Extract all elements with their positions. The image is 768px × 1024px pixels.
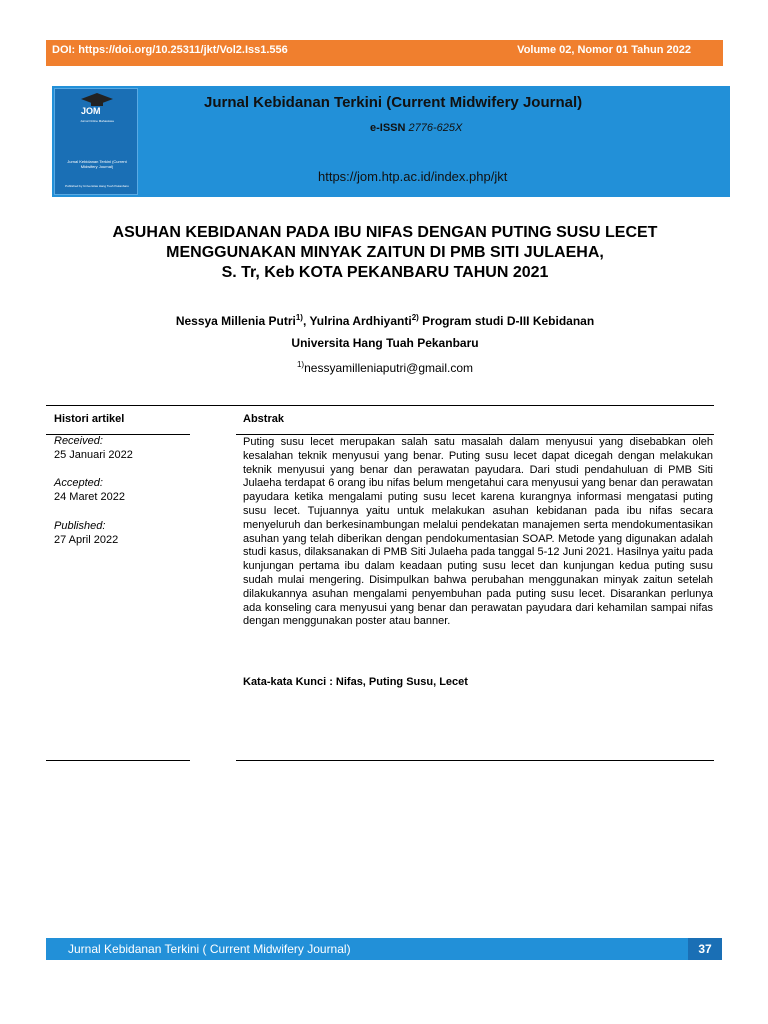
published-date: 27 April 2022 (54, 534, 119, 546)
footer-journal-name: Jurnal Kebidanan Terkini ( Current Midwifery Journal) (68, 942, 351, 956)
author-separator: , (302, 314, 310, 328)
title-line-3: S. Tr, Keb KOTA PEKANBARU TAHUN 2021 (221, 264, 549, 281)
accepted-date: 24 Maret 2022 (54, 491, 125, 503)
published-block (54, 519, 118, 547)
journal-header (52, 86, 730, 197)
issn-label: e-ISSN (370, 122, 406, 134)
author-2: Yulrina Ardhiyanti (309, 314, 412, 328)
author-2-affil: 2) (411, 313, 419, 322)
cover-publisher: Published by Universitas Hang Tuah Pekanbaru (65, 184, 129, 188)
abstract-heading: Abstrak (243, 413, 284, 425)
accepted-label: Accepted: (54, 477, 103, 489)
university: Universita Hang Tuah Pekanbaru (291, 336, 479, 350)
email-affil: 1) (296, 360, 305, 369)
title-line-1: ASUHAN KEBIDANAN PADA IBU NIFAS DENGAN PUTING SUSU LECET (112, 224, 658, 241)
accepted-block (54, 476, 125, 504)
article-title (40, 223, 730, 283)
history-bottom-rule (46, 760, 190, 761)
doi-bar (46, 40, 723, 66)
issn-value: 2776-625X (408, 122, 463, 134)
history-heading: Histori artikel (54, 413, 125, 425)
author-1: Nessya Millenia Putri (175, 314, 296, 328)
cover-subtitle: Jurnal Online Mahasiswa (80, 119, 114, 123)
received-date: 25 Januari 2022 (54, 449, 133, 461)
volume-info: Volume 02, Nomor 01 Tahun 2022 (517, 44, 691, 56)
page-footer (46, 938, 722, 960)
received-block (54, 434, 133, 462)
keywords: Kata-kata Kunci : Nifas, Puting Susu, Lecet (243, 676, 468, 688)
page-number: 37 (688, 938, 722, 960)
cover-logo: JOM (81, 106, 101, 116)
title-line-2: MENGGUNAKAN MINYAK ZAITUN DI PMB SITI JULAEHA, (166, 244, 604, 261)
doi-link[interactable]: DOI: https://doi.org/10.25311/jkt/Vol2.Iss1.556 (52, 44, 288, 56)
author-1-affil: 1) (295, 313, 303, 322)
journal-title: Jurnal Kebidanan Terkini (Current Midwifery Journal) (204, 94, 583, 111)
section-top-rule (46, 405, 714, 406)
program-study: Program studi D-III Kebidanan (418, 314, 595, 328)
journal-url[interactable]: https://jom.htp.ac.id/index.php/jkt (318, 169, 508, 184)
abstract-rule (236, 434, 714, 435)
abstract-text: Puting susu lecet merupakan salah satu masalah dalam menyusui yang disebabkan oleh kesalahan teknik menyusui yang benar. Puting susu lecet dapat dicegah dengan melakukan teknik menyusui yang benar dan perawatan payudara. Dari studi pendahuluan di PMB Siti Julaeha terdapat 6 orang ibu nifas belum mengetahui cara menyusui yang benar dan perawatan payudara ketika mengalami puting susu lecet karena kurangnya informasi mengatasi puting susu lecet. Tujuannya yaitu untuk melakukan asuhan kebidanan pada ibu nifas secara menyeluruh dan berkesinambungan melalui pendekatan manajemen serta mendokumentasikan asuhan yang telah diberikan dengan pendokumentasian SOAP. Metode yang digunakan adalah studi kasus, dilaksanakan di PMB Siti Julaeha pada tanggal 5-12 Juni 2021. Hasilnya yaitu pada kunjungan pertama ibu dalam keadaan puting susu lecet dan kunjungan kedua puting susu sudah mulai mengering. Disimpulkan bahwa perubahan menggunakan minyak zaitun setelah dilakukannya asuhan mengalami penyembuhan pada puting susu lecet. Disarankan perlunya ada konseling cara menyusui yang benar dan perawatan payudara dari kehamilan sampai nifas dengan menggunakan poster atau banner. (243, 436, 713, 628)
email-address[interactable]: nessyamilleniaputri@gmail.com (304, 361, 474, 375)
journal-cover-image (54, 88, 138, 195)
received-label: Received: (54, 435, 103, 447)
author-line (40, 313, 730, 328)
journal-issn (370, 122, 462, 134)
cover-journal-name: Jurnal Kebidanan Terkini (Current Midwifery Journal) (67, 159, 127, 169)
abstract-bottom-rule (236, 760, 714, 761)
author-email (40, 360, 730, 375)
published-label: Published: (54, 520, 106, 532)
graduation-cap-icon (80, 91, 114, 107)
